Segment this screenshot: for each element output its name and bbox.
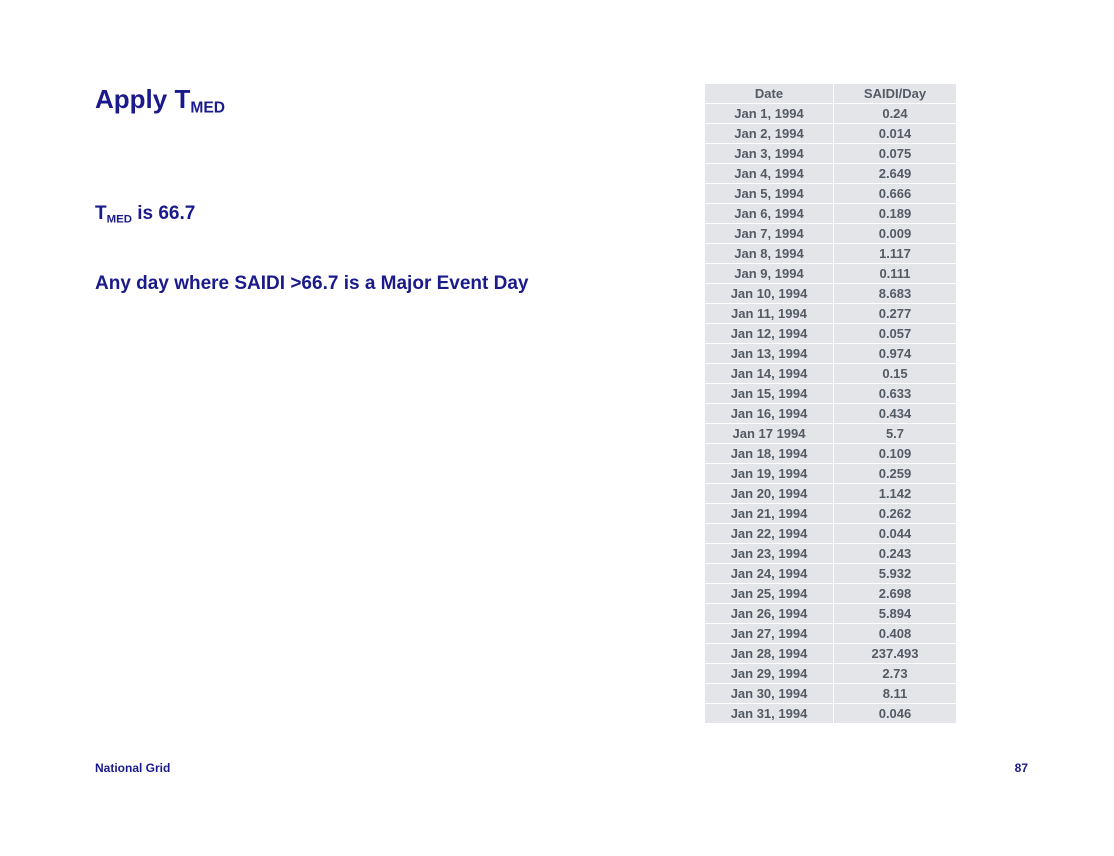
saidi-value-cell: 0.189 [834,204,957,224]
date-cell: Jan 21, 1994 [705,504,834,524]
table-row [705,304,956,324]
tmed-value-text: is 66.7 [131,203,196,224]
saidi-value-cell: 0.075 [834,144,957,164]
footer-company: National Grid [95,761,171,775]
table-row [705,204,956,224]
table-row [705,664,956,684]
saidi-value-cell: 0.974 [834,344,957,364]
date-cell: Jan 1, 1994 [705,104,834,124]
header-date: Date [705,84,834,104]
date-cell: Jan 19, 1994 [705,464,834,484]
saidi-value-cell: 0.057 [834,324,957,344]
date-cell: Jan 4, 1994 [705,164,834,184]
table-row [705,604,956,624]
saidi-value-cell: 1.142 [834,484,957,504]
date-cell: Jan 5, 1994 [705,184,834,204]
table-row [705,244,956,264]
saidi-value-cell: 1.117 [834,244,957,264]
saidi-table-body [705,104,956,724]
header-saidi-per-day: SAIDI/Day [834,84,957,104]
date-cell: Jan 14, 1994 [705,364,834,384]
saidi-value-cell: 0.259 [834,464,957,484]
table-row [705,264,956,284]
tmed-value-line [95,203,195,225]
major-event-day-rule: Any day where SAIDI >66.7 is a Major Event Day [95,273,529,294]
date-cell: Jan 30, 1994 [705,684,834,704]
saidi-value-cell: 0.434 [834,404,957,424]
saidi-value-cell: 8.683 [834,284,957,304]
slide-title [95,84,225,118]
saidi-value-cell: 2.649 [834,164,957,184]
saidi-value-cell: 2.73 [834,664,957,684]
table-row [705,324,956,344]
date-cell: Jan 29, 1994 [705,664,834,684]
date-cell: Jan 28, 1994 [705,644,834,664]
table-row [705,424,956,444]
date-cell: Jan 9, 1994 [705,264,834,284]
saidi-value-cell: 8.11 [834,684,957,704]
table-row [705,624,956,644]
table-row [705,184,956,204]
date-cell: Jan 7, 1994 [705,224,834,244]
saidi-value-cell: 0.408 [834,624,957,644]
saidi-value-cell: 2.698 [834,584,957,604]
saidi-value-cell: 0.044 [834,524,957,544]
table-row [705,444,956,464]
date-cell: Jan 18, 1994 [705,444,834,464]
date-cell: Jan 13, 1994 [705,344,834,364]
table-row [705,404,956,424]
saidi-value-cell: 0.111 [834,264,957,284]
table-row [705,144,956,164]
date-cell: Jan 6, 1994 [705,204,834,224]
date-cell: Jan 11, 1994 [705,304,834,324]
table-row [705,704,956,724]
table-row [705,504,956,524]
saidi-value-cell: 5.894 [834,604,957,624]
saidi-table-head [705,84,956,104]
date-cell: Jan 27, 1994 [705,624,834,644]
table-row [705,524,956,544]
table-row [705,104,956,124]
date-cell: Jan 20, 1994 [705,484,834,504]
date-cell: Jan 26, 1994 [705,604,834,624]
table-row [705,124,956,144]
saidi-value-cell: 0.277 [834,304,957,324]
table-row [705,684,956,704]
date-cell: Jan 23, 1994 [705,544,834,564]
slide-title-main: Apply T [95,84,191,114]
saidi-table [705,84,956,724]
date-cell: Jan 2, 1994 [705,124,834,144]
saidi-value-cell: 0.009 [834,224,957,244]
date-cell: Jan 15, 1994 [705,384,834,404]
date-cell: Jan 22, 1994 [705,524,834,544]
date-cell: Jan 12, 1994 [705,324,834,344]
saidi-value-cell: 0.243 [834,544,957,564]
saidi-value-cell: 0.014 [834,124,957,144]
saidi-value-cell: 237.493 [834,644,957,664]
date-cell: Jan 8, 1994 [705,244,834,264]
table-row [705,564,956,584]
table-row [705,224,956,244]
header-row [705,84,956,104]
table-row [705,464,956,484]
table-row [705,364,956,384]
date-cell: Jan 25, 1994 [705,584,834,604]
slide-title-subscript: MED [190,99,225,117]
table-row [705,284,956,304]
page-number: 87 [1014,761,1028,775]
saidi-value-cell: 0.262 [834,504,957,524]
date-cell: Jan 10, 1994 [705,284,834,304]
table-row [705,344,956,364]
saidi-value-cell: 0.633 [834,384,957,404]
saidi-value-cell: 0.666 [834,184,957,204]
date-cell: Jan 3, 1994 [705,144,834,164]
table-row [705,384,956,404]
tmed-symbol: T [95,203,107,224]
table-row [705,544,956,564]
saidi-value-cell: 5.932 [834,564,957,584]
saidi-value-cell: 0.15 [834,364,957,384]
table-row [705,644,956,664]
saidi-value-cell: 0.109 [834,444,957,464]
table-row [705,164,956,184]
saidi-value-cell: 5.7 [834,424,957,444]
date-cell: Jan 24, 1994 [705,564,834,584]
date-cell: Jan 16, 1994 [705,404,834,424]
tmed-subscript: MED [106,213,132,226]
saidi-value-cell: 0.046 [834,704,957,724]
table-row [705,484,956,504]
date-cell: Jan 31, 1994 [705,704,834,724]
date-cell: Jan 17 1994 [705,424,834,444]
table-row [705,584,956,604]
saidi-value-cell: 0.24 [834,104,957,124]
